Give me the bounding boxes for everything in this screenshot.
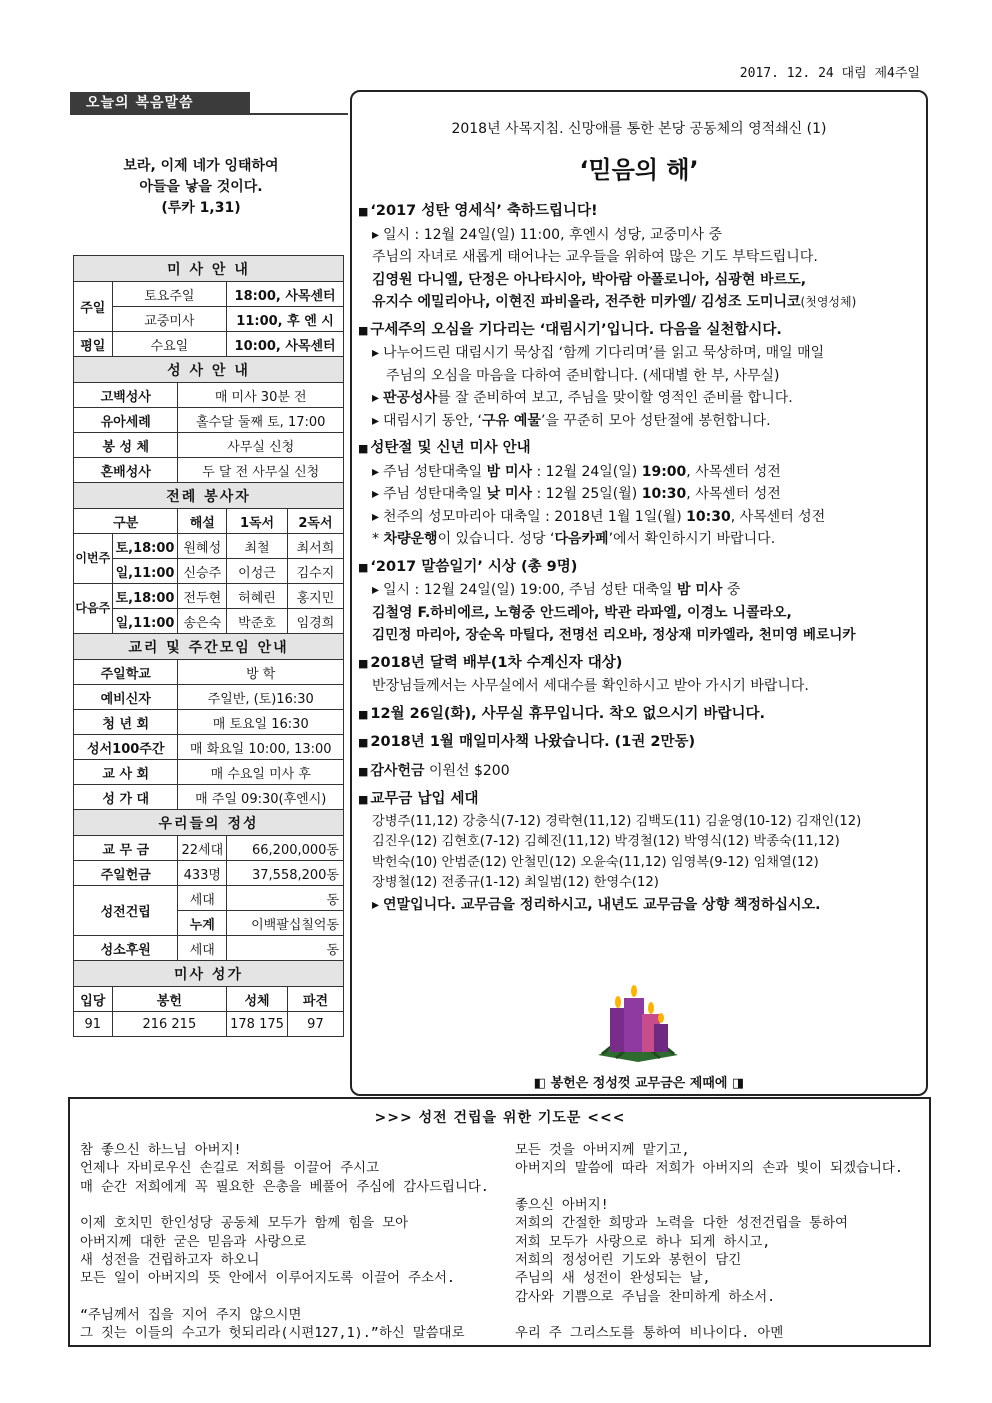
edu-name: 성서100주간 [74,735,178,760]
mass-day: 교중미사 [112,307,227,332]
notice-line: 주님의 오심을 마음을 다하여 준비합니다. (세대별 한 부, 사무실) [386,367,780,384]
notice-heading: ■ 구세주의 오심을 기다리는 ‘대림시기’입니다. 다음을 실천합시다. [358,319,924,343]
building-count: 세대 [178,886,227,911]
offering-slogan: ◧ 봉헌은 정성껏 교무금은 제때에 ◨ [533,1076,745,1091]
notice-line [358,483,924,506]
first-communion-note: (첫영성체) [800,295,857,309]
gospel-header [70,92,348,114]
edu-name: 성 가 대 [74,785,178,810]
servers-header: 1독서 [227,509,288,534]
text: 를 잘 준비하여 보고, 주님을 맞이할 영적인 준비를 합니다. [437,390,793,406]
server-commentator: 신승주 [178,559,227,584]
edu-name: 교 사 회 [74,760,178,785]
hymn-header: 성체 [227,987,288,1012]
notice-line: 김영원 다니엘, 단정은 아나타시아, 박아람 아폴로니아, 심광현 바르도, [372,271,807,288]
mass-time: 18:00, 사목센터 [227,282,344,307]
servers-header: 해설 [178,509,227,534]
hymn-number: 216 215 [112,1012,227,1037]
mass-day: 토요주일 [112,282,227,307]
payer-line: 강병주(11,12) 강충식(7-12) 경락현(11,12) 김백도(11) 김윤영(10-12) 김재인(12) [372,813,862,829]
sacrament-name: 봉 성 체 [74,433,178,458]
emphasis: 밤 미사 [677,582,723,598]
server-slot: 토,18:00 [112,584,178,609]
notice-line [358,410,924,433]
notice-line [358,387,924,410]
server-reader2: 김수지 [287,559,343,584]
server-reader1: 박준호 [227,609,288,634]
notice-heading: ■ ‘2017 성탄 영세식’ 축하드립니다! [358,200,924,224]
hymn-header: 입당 [74,987,113,1012]
notice-line: 반장님들께서는 사무실에서 세대수를 확인하시고 받아 가시기 바랍니다. [372,678,809,694]
notice-line [358,528,924,551]
notice-line: ▸ 연말입니다. 교무금을 정리하시고, 내년도 교무금을 상향 책정하십시오. [358,894,924,917]
mass-time: 11:00, 후 엔 시 [227,307,344,332]
sacrament-value: 매 미사 30분 전 [178,383,344,408]
notice-subtitle: 2018년 사목지침. 신망애를 통한 본당 공동체의 영적쇄신 (1) [451,121,827,137]
prayer-line: 참 좋으신 하느님 아버지! [80,1143,242,1158]
text: 중 [722,582,741,598]
prayer-line: 아버지의 말씀에 따라 저희가 아버지의 손과 빛이 되겠습니다. [515,1161,903,1177]
payer-line: 김진우(12) 김현호(7-12) 김혜진(11,12) 박경철(12) 박영식(12) 박종숙(11,12) [372,834,840,849]
sacrament-section-title: 성 사 안 내 [74,357,344,383]
building-total-amount: 이백팔십칠억동 [227,911,344,936]
server-reader2: 임경희 [287,609,343,634]
payer-line: 박헌숙(10) 안범준(12) 안철민(12) 오윤숙(11,12) 임영복(9-12) 임채열(12) [372,854,819,870]
offering-amount: 37,558,200동 [227,861,344,886]
notice-line [358,506,924,529]
server-slot: 토,18:00 [112,534,178,559]
verse-line: 아들을 낳을 것이다. [139,179,263,195]
edu-value: 매 화요일 10:00, 13:00 [178,735,344,760]
hymn-header: 파견 [287,987,343,1012]
info-table [73,255,344,1037]
server-slot: 일,11:00 [112,559,178,584]
prayer-line: 우리 주 그리스도를 통하여 비나이다. 아멘 [515,1326,784,1342]
text: , 사목센터 성전 [686,463,781,480]
prayer-line: 주님의 새 성전이 완성되는 날, [515,1271,711,1287]
text: 주님 성탄대축일 [383,463,487,480]
edu-name: 주일학교 [74,660,178,685]
bulletin-date: 2017. 12. 24 대림 제4주일 [739,66,920,81]
notice-line [358,760,924,784]
prayer-line: 그 짓는 이들의 수고가 헛되리라(시편127,1).”하신 말씀대로 [80,1326,465,1342]
prayer-line: 모든 일이 아버지의 뜻 안에서 이루어지도록 이끌어 주소서. [80,1271,455,1287]
mass-sunday-label: 주일 [74,282,113,332]
text: , 사목센터 성전 [686,486,781,502]
server-reader1: 최철 [227,534,288,559]
text: * [372,531,384,547]
notice-line: ▸ 나누어드린 대림시기 묵상집 ‘함께 기다리며’를 읽고 묵상하며, 매일 매일 [358,342,924,365]
offering-amount: 66,200,000동 [227,836,344,861]
prayer-line: 저희 모두가 사랑으로 하나 되게 하시고, [515,1234,771,1250]
building-amount: 동 [227,886,344,911]
server-commentator: 송은숙 [178,609,227,634]
offering-name: 교 무 금 [74,836,178,861]
edu-value: 방 학 [178,660,344,685]
servers-header: 구분 [74,509,178,534]
notice-line [358,579,924,602]
server-reader2: 최서희 [287,534,343,559]
prayer-line: 저희의 간절한 희망과 노력을 다한 성전건립을 통하여 [515,1216,848,1232]
sacrament-value: 홀수달 둘째 토, 17:00 [178,408,344,433]
edu-value: 매 수요일 미사 후 [178,760,344,785]
offering-name: 주일헌금 [74,861,178,886]
gospel-underline [70,113,348,115]
offering-count: 22세대 [178,836,227,861]
text: 일시 : 12월 24일(일) 19:00, 주님 성탄 대축일 [383,582,677,598]
text: : 12월 24일(일) [532,463,642,480]
prayer-line: “주님께서 집을 지어 주지 않으시면 [80,1307,302,1323]
sacrament-name: 고백성사 [74,383,178,408]
emphasis: 19:00 [641,463,687,480]
emphasis: 다음카페 [554,531,609,547]
server-commentator: 전두현 [178,584,227,609]
notice-heading: 감사헌금 [370,762,425,779]
emphasis: 차량운행 [383,531,438,547]
notice-heading: ■ 12월 26일(화), 사무실 휴무입니다. 착오 없으시기 바랍니다. [358,703,924,727]
vocation-count: 세대 [178,936,227,961]
hymn-section-title: 미사 성가 [74,961,344,987]
sacrament-value: 두 달 전 사무실 신청 [178,458,344,483]
offering-count: 433명 [178,861,227,886]
edu-value: 매 토요일 16:30 [178,710,344,735]
building-fund-name: 성전건립 [74,886,178,936]
prayer-line: 좋으신 아버지! [515,1197,609,1213]
text: , 사목센터 성전 [730,508,826,525]
prayer-title: >>> 성전 건립을 위한 기도문 <<< [374,1110,626,1126]
text: ’을 꾸준히 모아 성탄절에 봉헌합니다. [540,412,771,429]
prayer-right-column [515,1142,925,1344]
notice-line: 김철영 F.하비에르, 노형중 안드레아, 박관 라파엘, 이경노 니콜라오, [372,604,792,621]
prayer-line: 저희의 정성어린 기도와 봉헌이 담긴 [515,1253,742,1269]
mass-section-title: 미 사 안 내 [74,256,344,282]
education-section-title: 교리 및 주간모임 안내 [74,634,344,660]
emphasis: 판공성사 [383,390,438,406]
hymn-header: 봉헌 [112,987,227,1012]
text: 대림시기 동안, ‘ [383,412,482,429]
sacrament-name: 유아세례 [74,408,178,433]
notice-title: ‘믿음의 해’ [579,156,699,184]
text: 천주의 성모마리아 대축일 : 2018년 1월 1일(월) [383,508,687,525]
text: 주님 성탄대축일 [383,486,487,502]
prayer-line: 감사와 기쁨으로 주님을 찬미하게 하소서. [515,1289,776,1305]
edu-value: 주일반, (토)16:30 [178,685,344,710]
gospel-title: 오늘의 복음말씀 [70,92,250,114]
notice-heading: ■ ‘2017 말씀일기’ 시상 (총 9명) [358,556,924,580]
notice-heading: ■ 2018년 달력 배부(1차 수계신자 대상) [358,652,924,676]
this-week-label: 이번주 [74,534,113,584]
prayer-line: 새 성전을 건립하고자 하오니 [80,1253,260,1269]
name-list: 유지수 에밀리아나, 이현진 파비올라, 전주한 미카엘/ 김성조 도미니코 [372,294,801,310]
server-reader2: 홍지민 [287,584,343,609]
prayer-line: 언제나 자비로우신 손길로 저희를 이끌어 주시고 [80,1161,380,1177]
mass-weekday-label: 평일 [74,332,113,357]
prayer-line: 모든 것을 아버지께 맡기고, [515,1143,690,1158]
servers-section-title: 전례 봉사자 [74,483,344,509]
prayer-line: 아버지께 대한 굳은 믿음과 사랑으로 [80,1234,307,1250]
edu-name: 청 년 회 [74,710,178,735]
text: 이 있습니다. 성당 ‘ [437,531,555,547]
verse-reference: (루카 1,31) [161,200,241,216]
hymn-number: 178 175 [227,1012,288,1037]
emphasis: 낮 미사 [486,486,533,502]
gospel-verse [72,156,330,219]
hymn-number: 91 [74,1012,113,1037]
notice-heading: ■ 2018년 1월 매일미사책 나왔습니다. (1권 2만동) [358,731,924,755]
next-week-label: 다음주 [74,584,113,634]
server-reader1: 허혜린 [227,584,288,609]
notice-line: 김민정 마리아, 장순옥 마틸다, 전명선 리오바, 정상재 미카엘라, 천미영 베로니카 [372,627,856,643]
emphasis: 10:30 [641,486,687,502]
mass-day: 수요일 [112,332,227,357]
prayer-line: 이제 호치민 한인성당 공동체 모두가 함께 힘을 모아 [80,1216,409,1232]
server-slot: 일,11:00 [112,609,178,634]
notice-heading: ■ 교무금 납입 세대 [358,788,924,812]
emphasis: 밤 미사 [486,463,533,480]
notice-line: 주님의 자녀로 새롭게 태어나는 교우들을 위하여 많은 기도 부탁드립니다. [372,249,818,265]
hymn-number: 97 [287,1012,343,1037]
notice-line [358,291,924,314]
server-reader1: 이성근 [227,559,288,584]
building-total-label: 누계 [178,911,227,936]
edu-name: 예비신자 [74,685,178,710]
notice-body [358,200,924,916]
prayer-line: 매 순간 저희에게 꼭 필요한 은총을 베풀어 주심에 감사드립니다. [80,1179,489,1195]
payer-line: 장병철(12) 전종규(1-12) 최일범(12) 한영수(12) [372,875,659,890]
notice-heading: ■ 성탄절 및 신년 미사 안내 [358,437,924,461]
sacrament-value: 사무실 신청 [178,433,344,458]
offering-section-title: 우리들의 정성 [74,810,344,836]
text: 이원선 $200 [424,762,510,779]
emphasis: 10:30 [686,508,731,525]
text: ’에서 확인하시기 바랍니다. [608,531,776,547]
mass-time: 10:00, 사목센터 [227,332,344,357]
notice-line: ▸ 일시 : 12월 24일(일) 11:00, 후엔시 성당, 교중미사 중 [358,224,924,247]
vocation-amount: 동 [227,936,344,961]
prayer-left-column [80,1142,510,1344]
verse-line: 보라, 이제 네가 잉태하여 [123,158,279,174]
edu-value: 매 주일 09:30(후엔시) [178,785,344,810]
emphasis: 구유 예물 [481,412,541,429]
sacrament-name: 혼배성사 [74,458,178,483]
notice-line [358,461,924,484]
servers-header: 2독서 [287,509,343,534]
server-commentator: 원혜성 [178,534,227,559]
advent-candle-icon [598,980,678,1062]
vocation-name: 성소후원 [74,936,178,961]
text: : 12월 25일(월) [532,486,642,502]
